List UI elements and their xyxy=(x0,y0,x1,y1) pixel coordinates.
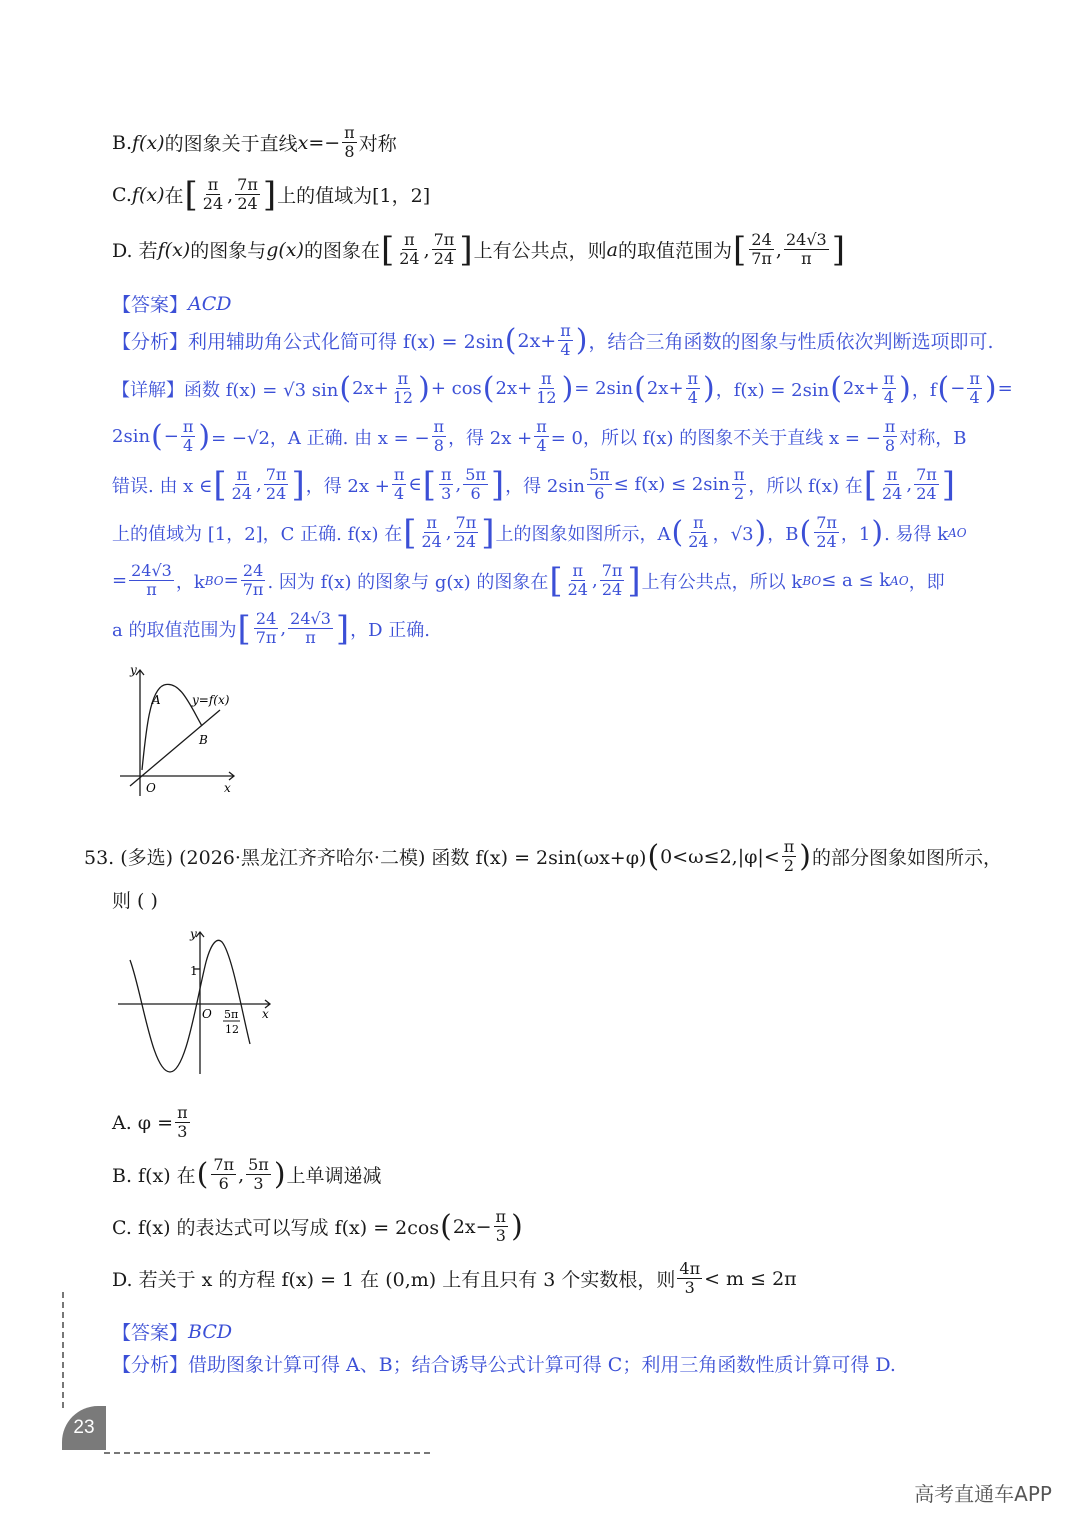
origin-label: O xyxy=(202,1007,212,1021)
q52-analysis: 【分析】 利用辅助角公式化简可得 f(x) = 2sin ( 2x+ $\frac{\pi}{4}$ ) ，结合三角函数的图象与性质依次判断选项即可. xyxy=(112,321,994,360)
x-label: x xyxy=(262,1007,269,1021)
q53-analysis: 【分析】 借助图象计算可得 A、B；结合诱导公式计算可得 C；利用三角函数性质计算可得 D. xyxy=(112,1354,896,1376)
tick-numerator: 5π xyxy=(224,1008,239,1021)
watermark: 高考直通车APP xyxy=(914,1482,1052,1506)
page-dashed-border-vertical xyxy=(62,1292,64,1408)
page-dashed-border-horizontal xyxy=(104,1452,430,1454)
q52-detail-line-6: a 的取值范围为 [ $\frac{24}{7\pi}$ , $\frac{24√3}{\pi}$ ] ，D 正确. xyxy=(112,608,431,649)
q52-option-d: D. 若 f(x) 的图象与 g(x) 的图象在 [ $\frac{\pi}{24}$ , $\frac{7\pi}{24}$ ] 上有公共点，则 a 的取值范围为 [ $\frac{24}{7\pi}$ , $\frac{24√3}{\pi}$ ] xyxy=(112,229,845,270)
curve-label: y=f(x) xyxy=(192,693,230,707)
point-a-label: A xyxy=(152,693,161,707)
q52-option-b: B. f(x) 的图象关于直线 x=− $\frac{\pi}{8}$ 对称 xyxy=(112,123,397,162)
q53-option-b: B. f(x) 在 ( $\frac{7\pi}{6}$ , $\frac{5\pi}{3}$ ) 上单调递减 xyxy=(112,1155,382,1194)
q52-option-c: C. f(x) 在 [ $\frac{\pi}{24}$ , $\frac{7\pi}{24}$ ] 上的值域为[1，2] xyxy=(112,174,431,215)
q53-stem-then: 则 ( ) xyxy=(112,890,158,912)
q53-answer: 【答案】 BCD xyxy=(112,1320,233,1344)
q52-detail-line-3: 错误. 由 x ∈ [ $\frac{\pi}{24}$ , $\frac{7\pi}{24}$ ] ，得 2x + $\frac{\pi}{4}$ ∈ [ $\frac{\pi}{3}$ , $\frac{5\pi}{6}$ ] ，得 2sin $\frac{5\pi}{6}$ ≤ f(x) ≤ 2sin $\frac{\pi}{2}$ ，所以 f(x) 在 [ $\frac{\pi}{24}$ , $\frac{7\pi}{24}$ ] xyxy=(112,464,956,505)
q52-detail-line-2: 2sin ( − $\frac{\pi}{4}$ ) = −√2，A 正确. 由 x = − $\frac{\pi}{8}$ ，得 2x + $\frac{\pi}{4}$ = 0，所以 f(x) 的图象不关于直线 x = − $\frac{\pi}{8}$ 对称，B xyxy=(112,417,967,456)
line-ob xyxy=(130,710,220,786)
origin-label: O xyxy=(146,781,156,795)
y-label: y xyxy=(130,663,137,677)
q53-option-c: C. f(x) 的表达式可以写成 f(x) = 2cos ( 2x− $\frac{\pi}{3}$ ) xyxy=(112,1207,523,1246)
q52-detail-line-5: = $\frac{24√3}{\pi}$ ，k BO = $\frac{24}{7\pi}$ . 因为 f(x) 的图象与 g(x) 的图象在 [ $\frac{\pi}{24}$ , $\frac{7\pi}{24}$ ] 上有公共点，所以 k BO ≤ a ≤ k AO ，即 xyxy=(112,560,945,601)
page-number: 23 xyxy=(62,1406,106,1450)
q52-graph xyxy=(112,660,252,800)
sine-curve xyxy=(130,940,250,1072)
y-label: y xyxy=(190,927,197,941)
point-b-label: B xyxy=(199,733,208,747)
q53-option-d: D. 若关于 x 的方程 f(x) = 1 在 (0,m) 上有且只有 3 个实数根，则 $\frac{4\pi}{3}$ < m ≤ 2π xyxy=(112,1259,797,1298)
q53-option-a: A. φ = $\frac{\pi}{3}$ xyxy=(112,1103,188,1142)
one-label: 1 xyxy=(190,964,198,978)
q52-detail-line-1: 【详解】 函数 f(x) = √3 sin ( 2x+ $\frac{\pi}{12}$ ) + cos ( 2x+ $\frac{\pi}{12}$ ) = 2sin ( 2x+ $\frac{\pi}{4}$ ) ，f(x) = 2sin ( 2x+ $\frac{\pi}{4}$ ) ，f ( − $\frac{\pi}{4}$ ) = xyxy=(112,369,1013,408)
tick-denominator: 12 xyxy=(225,1023,239,1036)
q52-detail-line-4: 上的值域为 [1，2]，C 正确. f(x) 在 [ $\frac{\pi}{24}$ , $\frac{7\pi}{24}$ ] 上的图象如图所示，A ( $\frac{\pi}{24}$ ，√3 ) ，B ( $\frac{7\pi}{24}$ ，1 ) . 易得 k AO xyxy=(112,512,967,553)
q53-graph xyxy=(112,922,282,1082)
q52-answer: 【答案】 ACD xyxy=(112,292,232,316)
q53-stem: 53. (多选) (2026·黑龙江齐齐哈尔·二模) 函数 f(x) = 2sin(ωx+φ) ( 0<ω≤2,|φ|< $\frac{\pi}{2}$ ) 的部分图象如图所示， xyxy=(84,837,1002,876)
x-label: x xyxy=(224,781,231,795)
